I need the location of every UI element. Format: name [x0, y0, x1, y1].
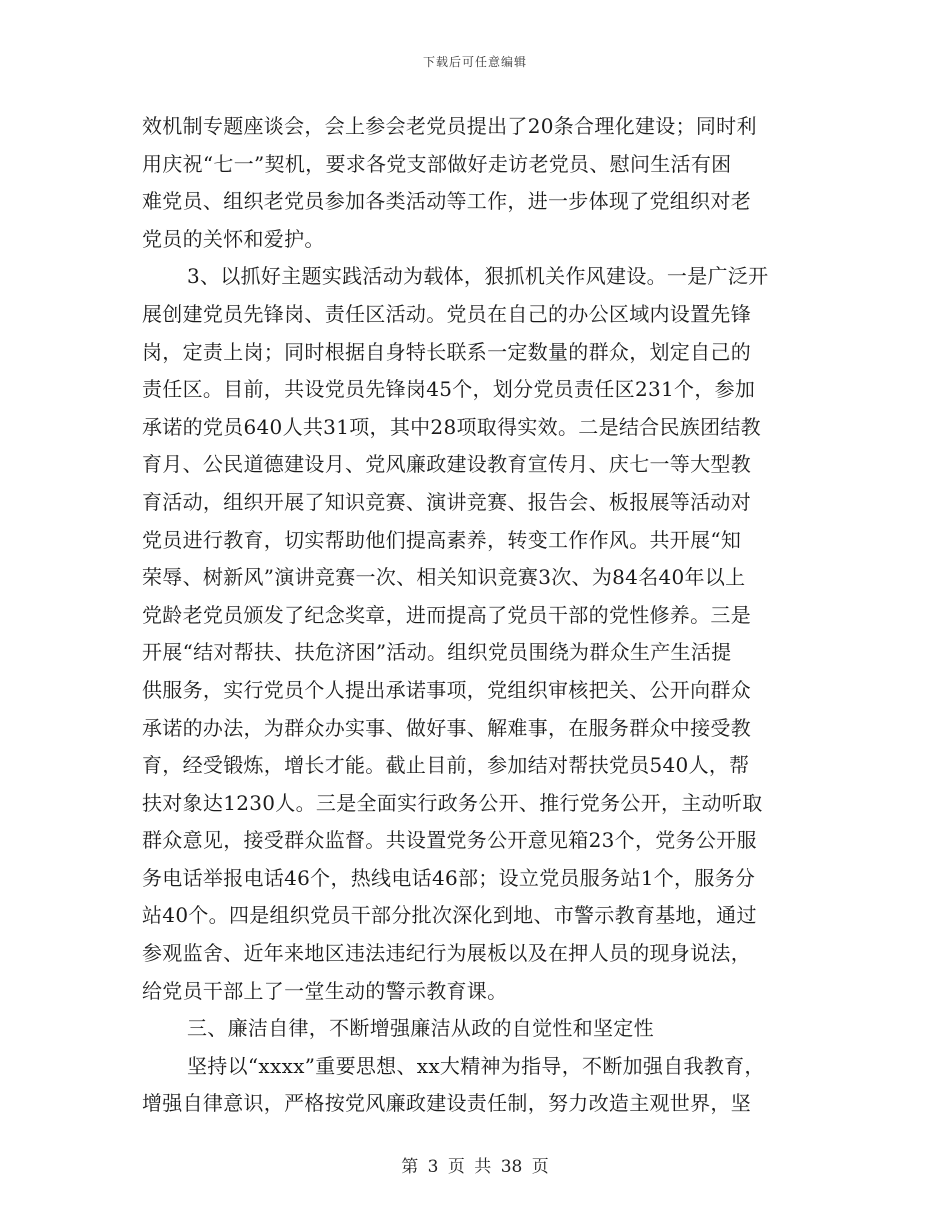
text-line: 党员的关怀和爱护。: [142, 226, 325, 251]
text-line: 站40个。四是组织党员干部分批次深化到地、市警示教育基地，通过: [142, 903, 757, 928]
paragraph-first-line: 坚持以“xxxx”重要思想、xx大精神为指导，不断加强自我教育，: [187, 1053, 765, 1078]
text-line: 岗，定责上岗；同时根据自身特长联系一定数量的群众，划定自己的: [142, 339, 751, 364]
text-line: 供服务，实行党员个人提出承诺事项，党组织审核把关、公开向群众: [142, 677, 751, 702]
text-line: 扶对象达1230人。三是全面实行政务公开、推行党务公开，主动听取: [142, 790, 763, 815]
text-line: 展创建党员先锋岗、责任区活动。党员在自己的办公区域内设置先锋: [142, 301, 751, 326]
text-line: 难党员、组织老党员参加各类活动等工作，进一步体现了党组织对老: [142, 189, 751, 214]
text-line: 开展“结对帮扶、扶危济困”活动。组织党员围绕为群众生产生活提: [142, 640, 732, 665]
paragraph-first-line: 3、以抓好主题实践活动为载体，狠抓机关作风建设。一是广泛开: [187, 264, 769, 289]
text-line: 荣辱、树新风”演讲竞赛一次、相关知识竞赛3次、为84名40年以上: [142, 565, 746, 590]
text-line: 育，经受锻炼，增长才能。截止目前，参加结对帮扶党员540人，帮: [142, 753, 750, 778]
text-line: 党员进行教育，切实帮助他们提高素养，转变工作作风。共开展“知: [142, 527, 742, 552]
section-heading: 三、廉洁自律，不断增强廉洁从政的自觉性和坚定性: [187, 1016, 654, 1041]
text-line: 党龄老党员颁发了纪念奖章，进而提高了党员干部的党性修养。三是: [142, 602, 751, 627]
text-line: 用庆祝“七一”契机，要求各党支部做好走访老党员、慰问生活有困: [142, 151, 732, 176]
text-line: 增强自律意识，严格按党风廉政建设责任制，努力改造主观世界，坚: [142, 1091, 751, 1116]
page-number: 第 3 页 共 38 页: [401, 1157, 549, 1177]
text-line: 群众意见，接受群众监督。共设置党务公开意见箱23个，党务公开服: [142, 828, 757, 853]
page-header: 下载后可任意编辑: [422, 55, 527, 69]
text-line: 务电话举报电话46个，热线电话46部；设立党员服务站1个，服务分: [142, 865, 756, 890]
text-line: 责任区。目前，共设党员先锋岗45个，划分党员责任区231个，参加: [142, 377, 756, 402]
text-line: 承诺的党员640人共31项，其中28项取得实效。二是结合民族团结教: [142, 414, 761, 439]
text-line: 参观监舍、近年来地区违法违纪行为展板以及在押人员的现身说法，: [142, 941, 751, 966]
document-body: [142, 108, 807, 1123]
text-line: 育活动，组织开展了知识竞赛、演讲竞赛、报告会、板报展等活动对: [142, 489, 751, 514]
text-line: 承诺的办法，为群众办实事、做好事、解难事，在服务群众中接受教: [142, 715, 751, 740]
text-line: 给党员干部上了一堂生动的警示教育课。: [142, 978, 508, 1003]
text-line: 效机制专题座谈会，会上参会老党员提出了20条合理化建设；同时利: [142, 114, 757, 138]
text-line: 育月、公民道德建设月、党风廉政建设教育宣传月、庆七一等大型教: [142, 452, 751, 477]
